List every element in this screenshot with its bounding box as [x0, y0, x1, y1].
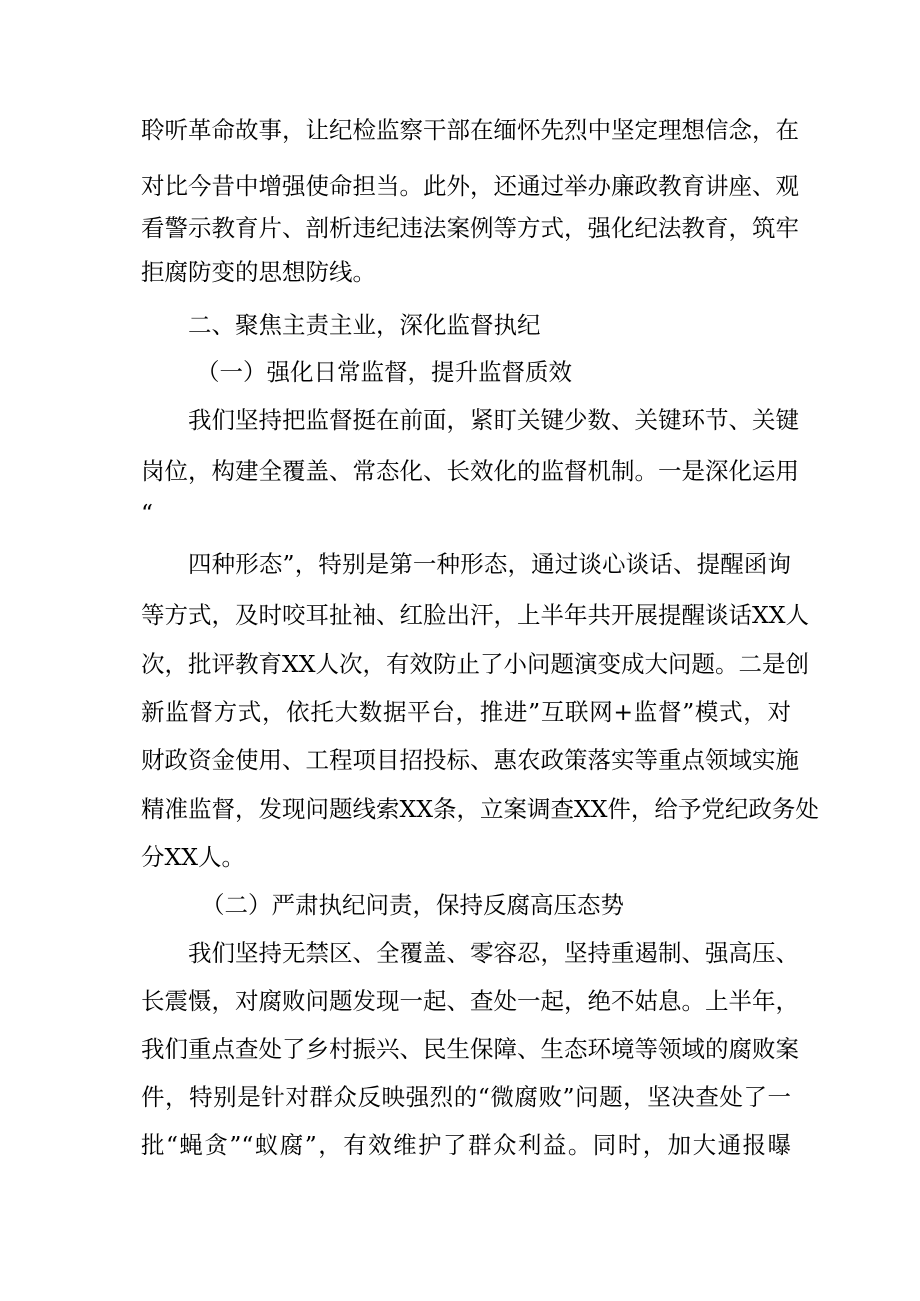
paragraph-line: 分XX人。 — [141, 843, 245, 871]
paragraph-line: 新监督方式，依托大数据平台，推进”互联网+监督”模式，对 — [141, 698, 791, 726]
paragraph-line: 件，特别是针对群众反映强烈的“微腐败”问题，坚决查处了一 — [141, 1083, 791, 1111]
subsection-heading: （二）严肃执纪问责，保持反腐高压态势 — [201, 891, 624, 919]
paragraph-line: 四种形态”，特别是第一种形态，通过谈心谈话、提醒函询 — [188, 550, 791, 578]
paragraph-line: 长震慑，对腐败问题发现一起、查处一起，绝不姑息。上半年， — [141, 987, 799, 1015]
paragraph-line: 等方式，及时咬耳扯袖、红脸出汗，上半年共开展提醒谈话XX人 — [141, 601, 809, 629]
paragraph-line: 看警示教育片、剖析违纪违法案例等方式，强化纪法教育，筑牢 — [141, 214, 799, 242]
section-heading: 二、聚焦主责主业，深化监督执纪 — [188, 311, 541, 339]
paragraph-line: 精准监督，发现问题线索XX条，立案调查XX件，给予党纪政务处 — [141, 795, 819, 823]
subsection-heading: （一）强化日常监督，提升监督质效 — [196, 358, 572, 386]
paragraph-line: 财政资金使用、工程项目招投标、惠农政策落实等重点领域实施 — [141, 746, 799, 774]
paragraph-line: 聆听革命故事，让纪检监察干部在缅怀先烈中坚定理想信念，在 — [141, 116, 799, 144]
paragraph-line: 我们坚持无禁区、全覆盖、零容忍，坚持重遏制、强高压、 — [188, 939, 799, 967]
paragraph-line: 对比今昔中增强使命担当。此外，还通过举办廉政教育讲座、观 — [141, 172, 799, 200]
paragraph-line: 批“蝇贪”“蚁腐”，有效维护了群众利益。同时，加大通报曝 — [141, 1131, 791, 1159]
paragraph-line: “ — [141, 499, 154, 527]
paragraph-line: 次，批评教育XX人次，有效防止了小问题演变成大问题。二是创 — [141, 650, 809, 678]
paragraph-line: 我们重点查处了乡村振兴、民生保障、生态环境等领域的腐败案 — [141, 1035, 799, 1063]
paragraph-line: 我们坚持把监督挺在前面，紧盯关键少数、关键环节、关键 — [188, 406, 799, 434]
paragraph-line: 岗位，构建全覆盖、常态化、长效化的监督机制。一是深化运用 — [141, 457, 799, 485]
paragraph-line: 拒腐防变的思想防线。 — [141, 258, 376, 286]
